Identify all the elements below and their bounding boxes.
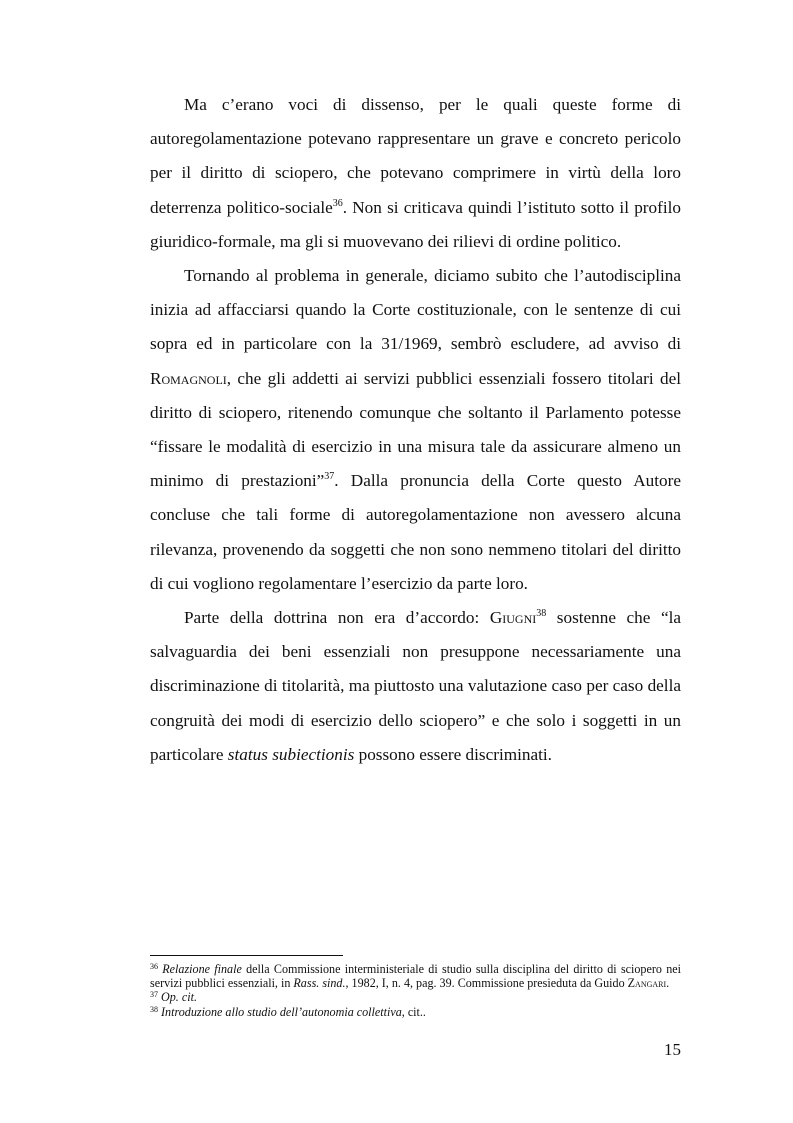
footnote-italic: Introduzione allo studio dell’autonomia collettiva [161, 1004, 402, 1019]
footnote-37 [150, 990, 681, 1004]
author-name-zangari: Zangari [627, 976, 667, 991]
footnote-36 [150, 962, 681, 990]
footnote-ref-37: 37 [324, 471, 335, 483]
footnote-separator [150, 955, 343, 956]
paragraph-text: Ma c’erano voci di dissenso, per le quali queste forme di autoregolamentazione potevano rappresentare un grave e concreto pericolo per il diritto di sciopero, che potevano comprimere in virtù della loro deterrenza politico-sociale [150, 95, 681, 217]
paragraph-text: Parte della dottrina non era d’accordo: [184, 608, 490, 628]
footnote-number: 37 [150, 990, 158, 1000]
italic-term: status subiectionis [227, 744, 355, 764]
footnote-text: . [666, 976, 670, 991]
footnote-ref-38: 38 [536, 608, 547, 620]
footnote-number: 36 [150, 962, 158, 971]
author-name-romagnoli: Romagnoli [150, 368, 227, 388]
footnote-text: , 1982, I, n. 4, pag. 39. Commissione presieduta da Guido [345, 976, 628, 991]
footnote-38 [150, 1005, 681, 1019]
footnote-italic: Op. cit. [161, 990, 197, 1005]
footnotes [150, 962, 681, 1019]
footnote-text: della Commissione interministeriale di studio sulla disciplina del diritto di sciopero nei servizi pubblici essenziali, in [150, 962, 681, 991]
paragraph-dissent [150, 88, 681, 259]
footnote-number: 38 [150, 1004, 158, 1014]
body-text [150, 88, 681, 772]
paragraph-giugni [150, 601, 681, 772]
paragraph-text: Tornando al problema in generale, diciamo subito che l’autodisciplina inizia ad affacciarsi quando la Corte costituzionale, con le sentenze di cui sopra ed in particolare con la 31/1969, sembrò escludere, ad avviso di [150, 266, 681, 354]
paragraph-text: . Dalla pronuncia della Corte questo Autore concluse che tali forme di autoregolamentazione non avessero alcuna rilevanza, provenendo da soggetti che non sono nemmeno titolari del diritto di cui vogliono regolamentare l’esercizio da parte loro. [150, 471, 681, 593]
footnote-text: , cit.. [401, 1004, 426, 1019]
paragraph-autodisciplina [150, 259, 681, 601]
paragraph-text: sostenne che “la salvaguardia dei beni essenziali non presuppone necessariamente una discriminazione di titolarità, ma piuttosto una valutazione caso per caso della congruità dei modi di esercizio dello sciopero” e che solo i soggetti in un particolare [150, 608, 682, 764]
footnote-italic: Rass. sind. [293, 976, 346, 991]
footnote-ref-36: 36 [332, 197, 343, 209]
paragraph-text: possono essere discriminati. [354, 744, 552, 764]
author-name-giugni: Giugni [489, 608, 537, 628]
paragraph-text: . Non si criticava quindi l’istituto sotto il profilo giuridico-formale, ma gli si muovevano dei rilievi di ordine politico. [150, 197, 681, 251]
page-number: 15 [664, 1040, 681, 1059]
paragraph-text: , che gli addetti ai servizi pubblici essenziali fossero titolari del diritto di sciopero, ritenendo comunque che soltanto il Parlamento potesse “fissare le modalità di esercizio in una misura tale da assicurare almeno un minimo di prestazioni” [150, 368, 681, 491]
footnote-italic: Relazione finale [162, 962, 242, 976]
